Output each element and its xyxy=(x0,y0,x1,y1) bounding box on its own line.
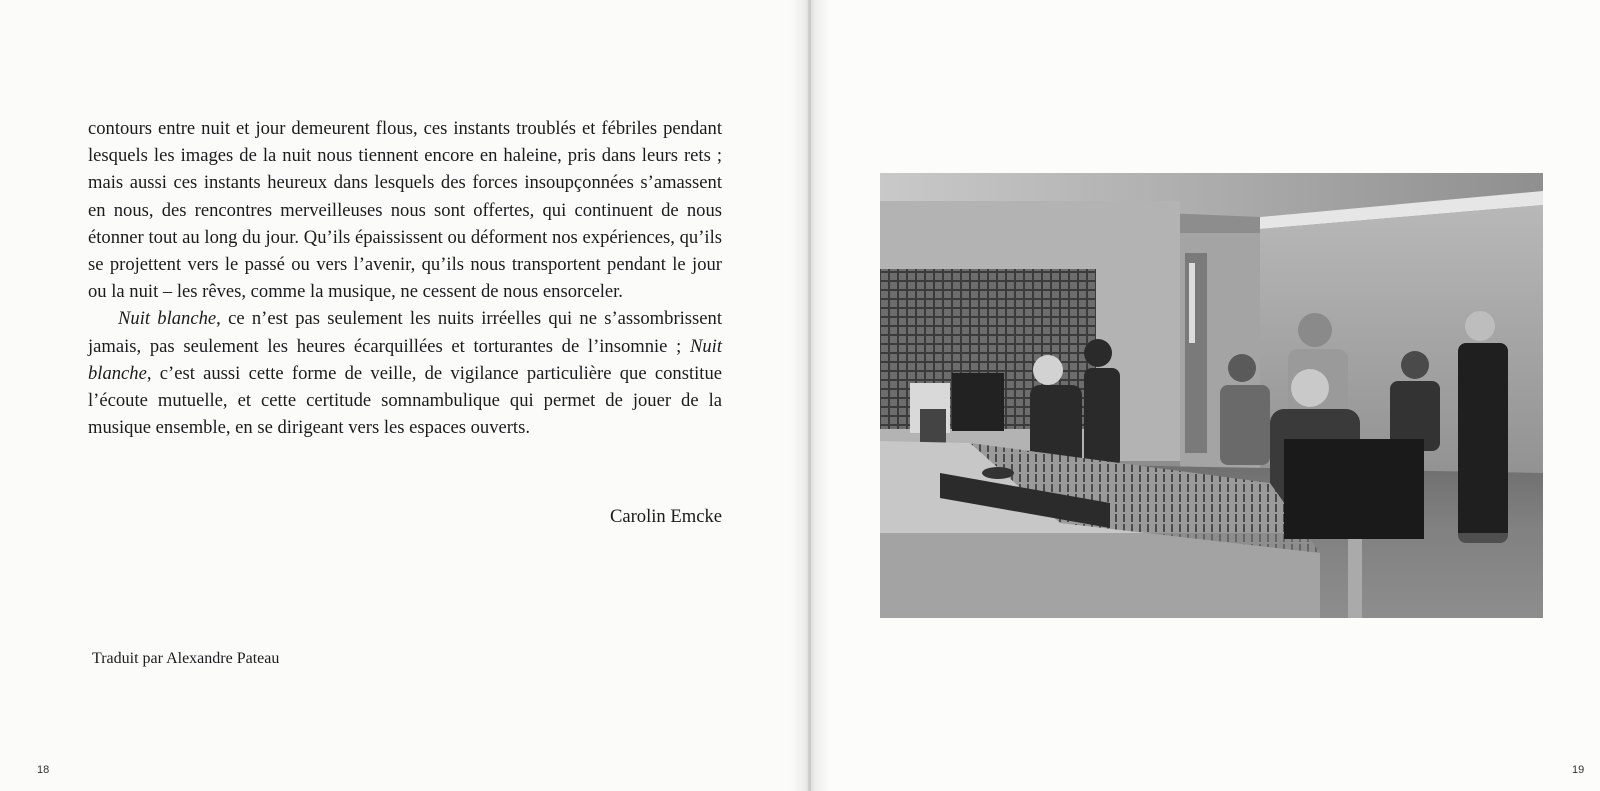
author-signature: Carolin Emcke xyxy=(609,506,722,527)
page-number-left: 18 xyxy=(37,764,50,776)
translator-credit: Traduit par Alexandre Pateau xyxy=(92,650,280,667)
essay-paragraph-2 xyxy=(88,305,722,441)
title-italic: Nuit blanche xyxy=(88,335,722,384)
title-italic: Nuit blanche xyxy=(118,308,217,330)
paragraph-text-part: , c’est aussi cette forme de veille, de vigilance particulière que constitue l’écoute mutuelle, et cette certitude somnambulique qui permet de jouer de la musique ensemble, en se dirigeant vers les espaces ouverts. xyxy=(88,362,722,439)
page-number-right: 19 xyxy=(1572,764,1585,776)
essay-text xyxy=(88,115,722,441)
paragraph-text-part: , ce n’est pas seulement les nuits irréelles qui ne s’assombrissent jamais, pas seulement les heures écarquillées et torturantes de l’insomnie ; xyxy=(88,308,722,357)
essay-paragraph-1: contours entre nuit et jour demeurent flous, ces instants troublés et fébriles pendant lesquels les images de la nuit nous tiennent encore en haleine, pris dans leurs rets ; mais aussi ces instants heureux dans lesquels des forces insoupçonnées s’amassent en nous, des rencontres merveilleuses nous sont offertes, qui continuent de nous étonner tout au long du jour. Qu’ils épaississent ou déforment nos expériences, qu’ils se projettent vers le passé ou vers l’avenir, qu’ils nous transportent pendant le jour ou la nuit – les rêves, comme la musique, ne cessent de nous ensorceler. xyxy=(88,118,722,303)
studio-photo xyxy=(880,173,1543,618)
